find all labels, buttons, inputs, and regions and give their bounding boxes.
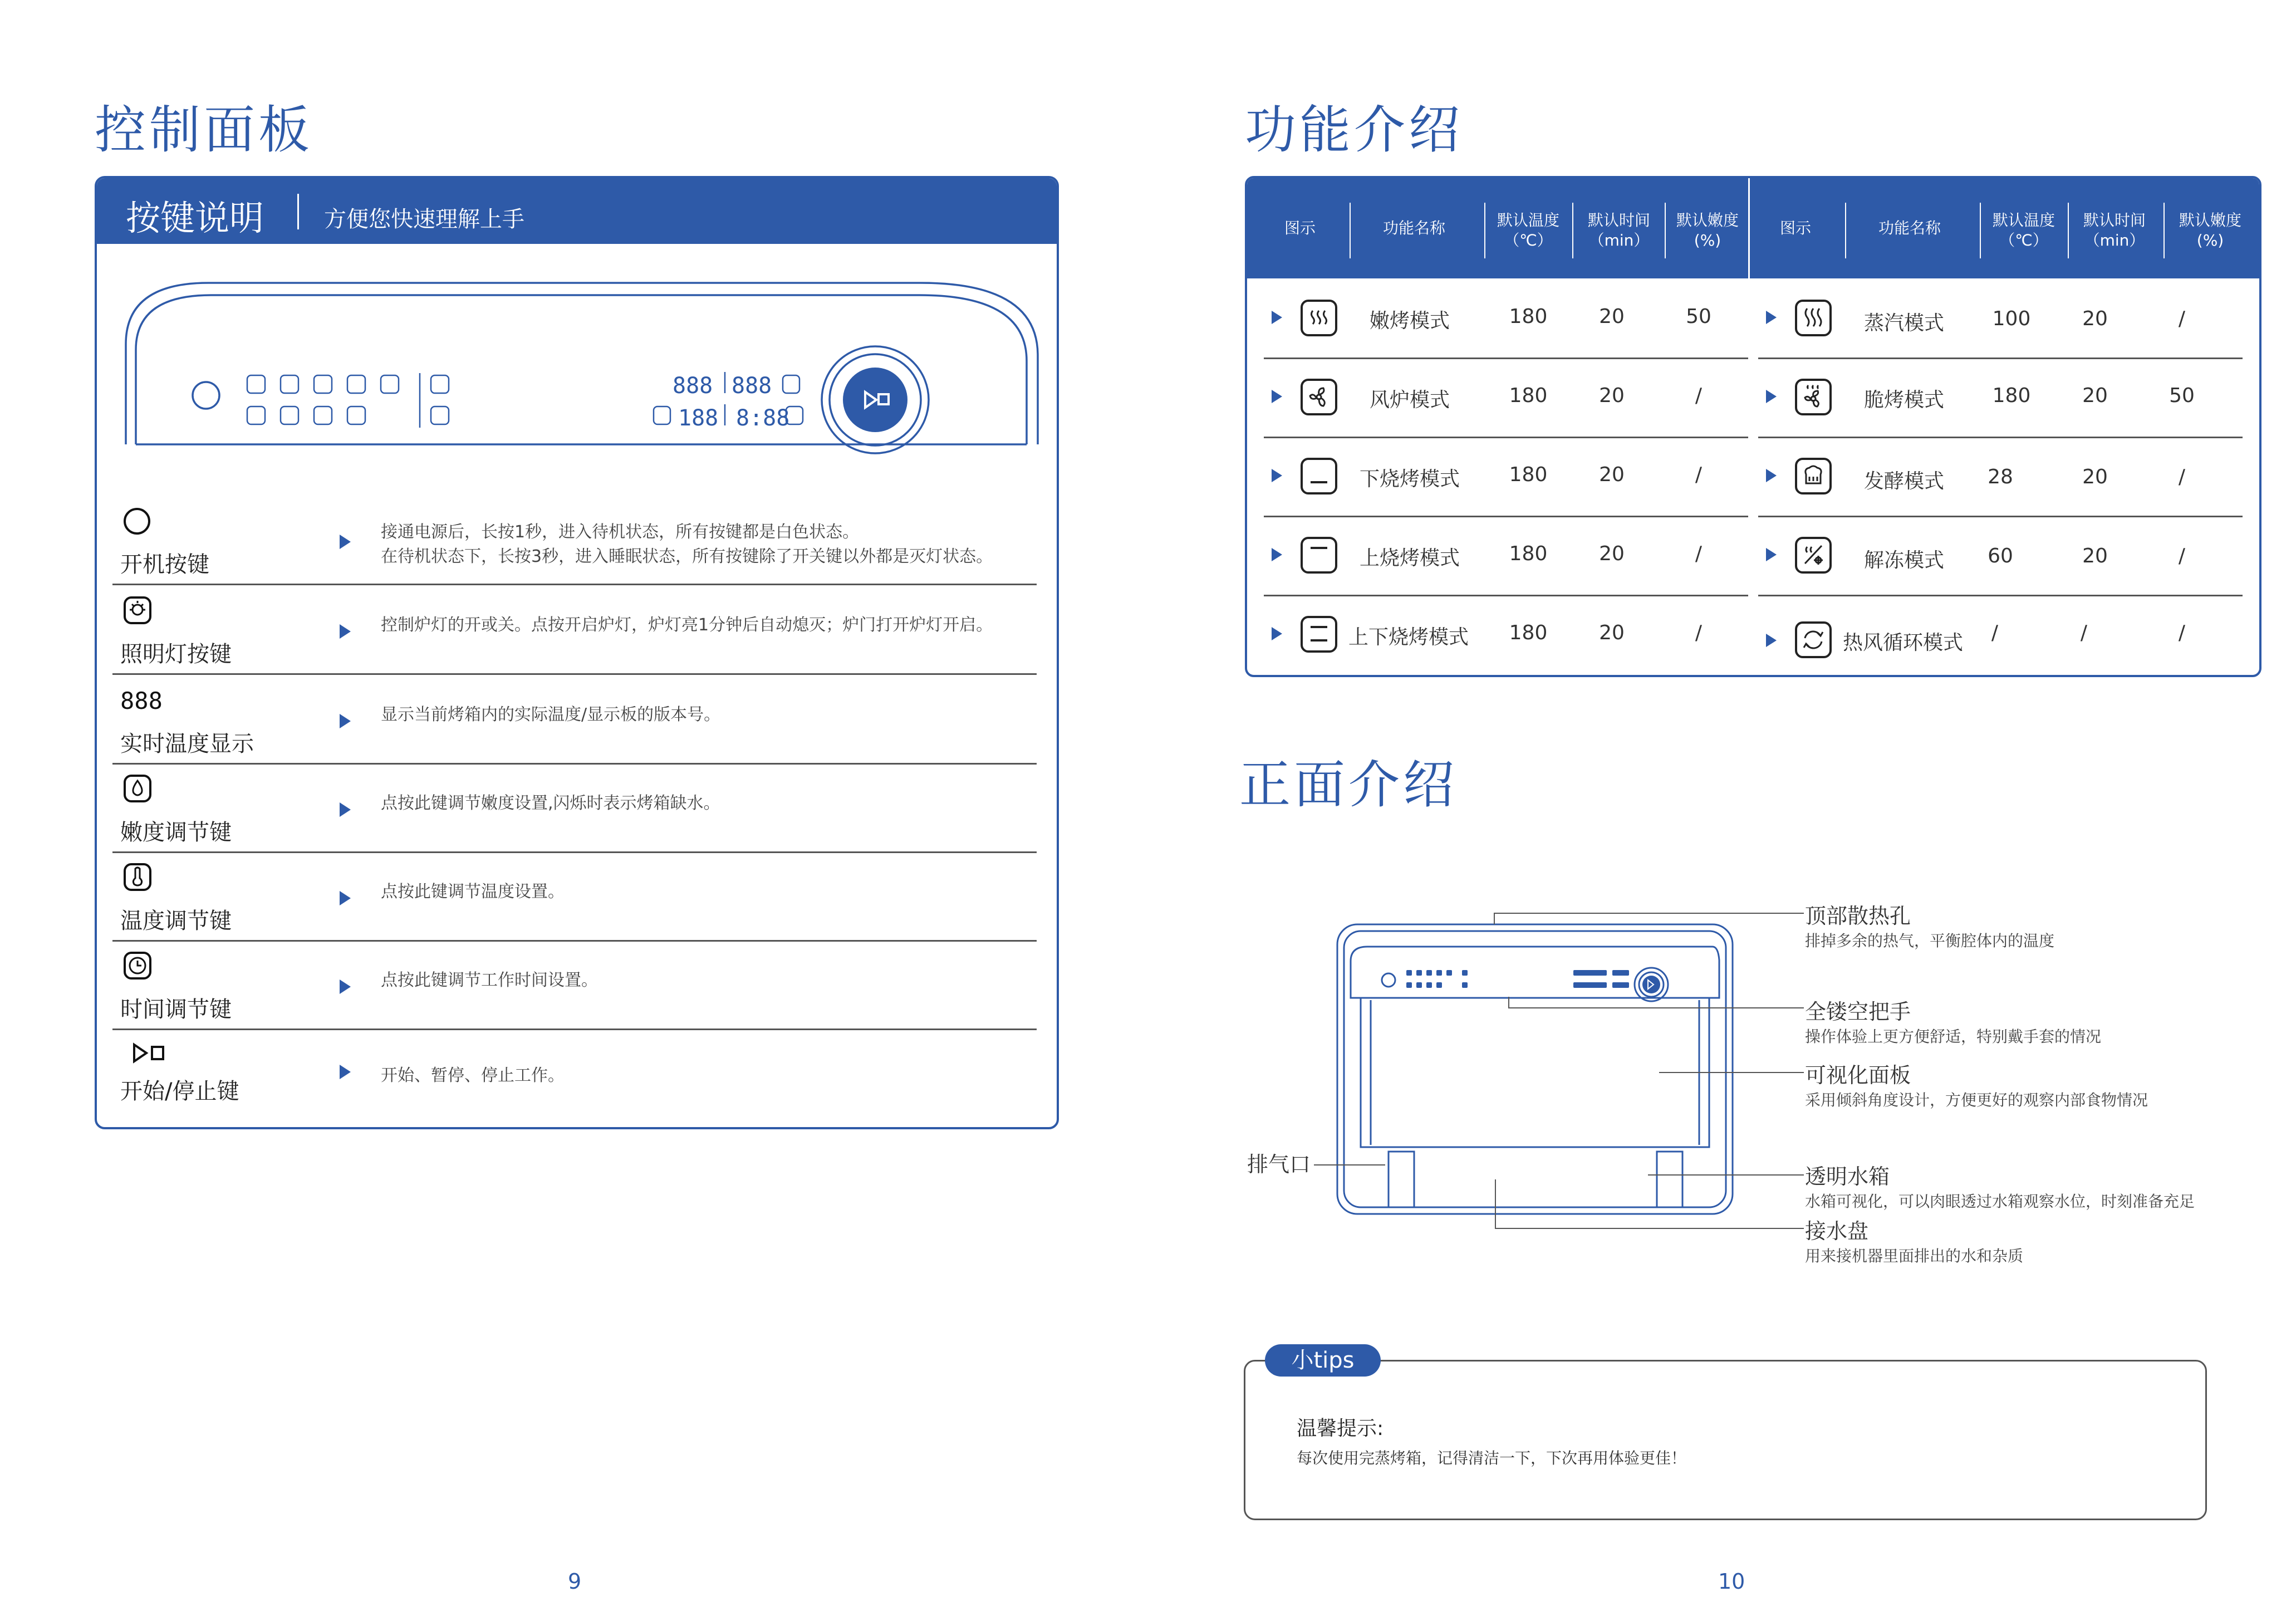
default-temp: 180 <box>1509 384 1548 407</box>
key-description: 点按此键调节嫩度设置,闪烁时表示烤箱缺水。 <box>381 794 720 813</box>
hot-air-cycle-icon <box>1795 621 1832 658</box>
callout-lines <box>1214 891 1804 1247</box>
key-name: 实时温度显示 <box>120 731 254 757</box>
default-tender: / <box>1695 542 1703 565</box>
function-name: 下烧烤模式 <box>1360 468 1460 491</box>
key-row-lamp <box>112 585 1037 675</box>
key-description: 显示当前烤箱内的实际温度/显示板的版本号。 <box>381 705 721 724</box>
th-separator <box>1845 203 1846 258</box>
callout-desc: 采用倾斜角度设计，方便更好的观察内部食物情况 <box>1805 1091 2148 1109</box>
clock-icon <box>120 949 154 981</box>
key-description: 开始、暂停、停止工作。 <box>381 1066 565 1085</box>
tips-tag: 小tips <box>1265 1344 1381 1377</box>
th-default-time: 默认时间 （min） <box>2083 211 2146 249</box>
function-name: 上烧烤模式 <box>1360 547 1460 570</box>
default-temp: 28 <box>1988 466 2013 488</box>
key-name: 照明灯按键 <box>120 641 232 667</box>
panel-temp-readout: 888 <box>673 373 713 399</box>
key-guide-panel <box>95 176 1059 1129</box>
top-bottom-heat-icon <box>1301 616 1337 653</box>
key-name: 嫩度调节键 <box>120 820 232 845</box>
default-temp: 180 <box>1509 305 1548 328</box>
callout-title: 全镂空把手 <box>1805 1000 1911 1024</box>
default-time: 20 <box>1599 463 1625 486</box>
key-row-time <box>112 941 1037 1030</box>
table-row <box>1264 437 1748 517</box>
page-title-front: 正面介绍 <box>1239 755 1458 815</box>
power-icon <box>120 505 154 536</box>
th-separator <box>1572 203 1573 258</box>
default-temp: 100 <box>1992 307 2031 330</box>
table-row <box>1264 278 1748 359</box>
function-name: 热风循环模式 <box>1843 631 1964 654</box>
default-temp: 180 <box>1992 384 2031 407</box>
default-temp: 180 <box>1509 463 1548 486</box>
top-heat-icon <box>1301 537 1337 574</box>
default-tender: / <box>1695 384 1703 407</box>
key-name: 开机按键 <box>120 552 209 577</box>
panel-title: 按键说明 <box>126 198 264 238</box>
key-row-tenderness <box>112 763 1037 853</box>
th-default-time: 默认时间 （min） <box>1587 211 1650 249</box>
th-separator <box>2068 203 2069 258</box>
key-description: 点按此键调节工作时间设置。 <box>381 971 598 990</box>
arrow-icon <box>340 802 351 817</box>
table-header <box>1247 178 2259 278</box>
page-title-control-panel: 控制面板 <box>95 100 313 160</box>
panel-small-readout: 188 <box>678 405 719 431</box>
page-number-left: 9 <box>568 1569 582 1594</box>
th-default-temp: 默认温度 （℃） <box>1497 211 1559 249</box>
arrow-icon <box>1766 311 1777 324</box>
function-name: 嫩烤模式 <box>1370 310 1450 332</box>
table-row <box>1264 595 1748 674</box>
temp-display-icon: 888 <box>120 687 163 714</box>
callout-desc: 操作体验上更方便舒适，特别戴手套的情况 <box>1805 1027 2102 1046</box>
key-name: 时间调节键 <box>120 997 232 1022</box>
th-separator <box>1980 203 1981 258</box>
header-divider <box>297 194 299 229</box>
default-time: 20 <box>1599 384 1625 407</box>
default-time: 20 <box>2082 307 2108 330</box>
steam-icon <box>1795 300 1832 336</box>
default-tender: 50 <box>1686 305 1711 328</box>
arrow-icon <box>340 624 351 639</box>
bottom-heat-icon <box>1301 458 1337 494</box>
defrost-icon <box>1795 537 1832 574</box>
arrow-icon <box>340 891 351 905</box>
arrow-icon <box>340 980 351 994</box>
tips-heading: 温馨提示: <box>1297 1417 1384 1440</box>
arrow-icon <box>1272 311 1282 324</box>
default-tender: / <box>2178 621 2186 644</box>
key-name: 开始/停止键 <box>120 1079 239 1104</box>
key-description: 点按此键调节温度设置。 <box>381 882 565 902</box>
default-tender: 50 <box>2169 384 2195 407</box>
arrow-icon <box>1766 469 1777 482</box>
callout-desc: 水箱可视化，可以肉眼透过水箱观察水位，时刻准备充足 <box>1805 1192 2195 1211</box>
water-drop-icon <box>120 772 154 804</box>
control-panel-illustration <box>97 244 1054 478</box>
key-row-temp-display <box>112 675 1037 765</box>
thermometer-icon <box>120 861 154 892</box>
key-name: 温度调节键 <box>120 908 232 934</box>
page-title-functions: 功能介绍 <box>1245 100 1464 160</box>
arrow-icon <box>1766 634 1777 647</box>
th-function-name: 功能名称 <box>1878 219 1941 237</box>
callout-desc: 用来接机器里面排出的水和杂质 <box>1805 1247 2024 1265</box>
th-default-tender: 默认嫩度 (%) <box>1676 211 1739 249</box>
key-description: 接通电源后，长按1秒，进入待机状态，所有按键都是白色状态。 在待机状态下，长按3秒，进入睡眠状态，所有按键除了开关键以外都是灭灯状态。 <box>381 522 993 566</box>
th-icon: 图示 <box>1779 219 1811 237</box>
arrow-icon <box>340 1065 351 1079</box>
function-name: 脆烤模式 <box>1864 389 1945 412</box>
default-temp: 180 <box>1509 542 1548 565</box>
callout-desc: 排掉多余的热气，平衡腔体内的温度 <box>1805 932 2055 950</box>
th-separator <box>1350 203 1351 258</box>
function-name: 上下烧烤模式 <box>1348 626 1469 649</box>
default-temp: / <box>1991 621 1999 644</box>
default-tender: / <box>1695 621 1703 644</box>
tips-text: 每次使用完蒸烤箱，记得清洁一下，下次再用体验更佳！ <box>1297 1449 1687 1467</box>
default-time: 20 <box>1599 305 1625 328</box>
function-table <box>1245 176 2261 677</box>
tips-box <box>1244 1360 2207 1520</box>
function-name: 发酵模式 <box>1864 470 1945 493</box>
default-time: 20 <box>2082 545 2108 567</box>
panel-header <box>97 178 1057 244</box>
arrow-icon <box>1272 548 1282 561</box>
tender-bake-icon <box>1301 300 1337 336</box>
arrow-icon <box>340 535 351 549</box>
crisp-bake-icon <box>1795 379 1832 415</box>
arrow-icon <box>1272 627 1282 640</box>
default-temp: 60 <box>1988 545 2013 567</box>
panel-subtitle: 方便您快速理解上手 <box>324 207 524 232</box>
default-tender: / <box>2178 307 2186 330</box>
default-time: 20 <box>1599 621 1625 644</box>
arrow-icon <box>340 714 351 728</box>
page-number-right: 10 <box>1718 1569 1745 1594</box>
key-description: 控制炉灯的开或关。点按开启炉灯，炉灯亮1分钟后自动熄灭；炉门打开炉灯开启。 <box>381 615 993 635</box>
table-row <box>1264 516 1748 596</box>
th-function-name: 功能名称 <box>1382 219 1445 237</box>
callout-title: 顶部散热孔 <box>1805 904 1911 928</box>
table-row <box>1758 595 2243 674</box>
callout-title: 透明水箱 <box>1805 1164 1890 1189</box>
th-default-tender: 默认嫩度 (%) <box>2179 211 2241 249</box>
arrow-icon <box>1272 469 1282 482</box>
table-row <box>1758 437 2243 517</box>
function-name: 解冻模式 <box>1864 549 1945 572</box>
default-time: / <box>2080 621 2088 644</box>
callout-title: 接水盘 <box>1805 1219 1869 1243</box>
default-time: 20 <box>2082 384 2108 407</box>
table-row <box>1758 278 2243 359</box>
default-tender: / <box>2178 466 2186 488</box>
default-time: 20 <box>2082 466 2108 488</box>
key-row-start-stop <box>112 1028 1037 1116</box>
arrow-icon <box>1766 548 1777 561</box>
panel-time-readout: 8:88 <box>736 405 790 431</box>
fan-icon <box>1301 379 1337 415</box>
th-icon: 图示 <box>1284 219 1316 237</box>
function-name: 风炉模式 <box>1370 389 1450 412</box>
default-temp: 180 <box>1509 621 1548 644</box>
th-separator <box>1484 203 1485 258</box>
arrow-icon <box>1766 390 1777 403</box>
ferment-icon <box>1795 458 1832 494</box>
arrow-icon <box>1272 390 1282 403</box>
table-row <box>1758 357 2243 438</box>
play-stop-icon <box>117 1037 178 1068</box>
default-time: 20 <box>1599 542 1625 565</box>
exhaust-label: 排气口 <box>1247 1152 1311 1177</box>
table-row <box>1758 516 2243 596</box>
lamp-icon <box>120 594 154 625</box>
th-separator <box>2163 203 2165 258</box>
function-name: 蒸汽模式 <box>1864 312 1945 335</box>
callout-title: 可视化面板 <box>1805 1063 1911 1088</box>
th-center-divider <box>1748 178 1750 278</box>
default-tender: / <box>1695 463 1703 486</box>
key-row-temperature <box>112 852 1037 942</box>
key-row-power <box>112 496 1037 585</box>
default-tender: / <box>2178 545 2186 567</box>
panel-humid-readout: 888 <box>732 373 772 399</box>
th-default-temp: 默认温度 （℃） <box>1992 211 2055 249</box>
table-row <box>1264 357 1748 438</box>
